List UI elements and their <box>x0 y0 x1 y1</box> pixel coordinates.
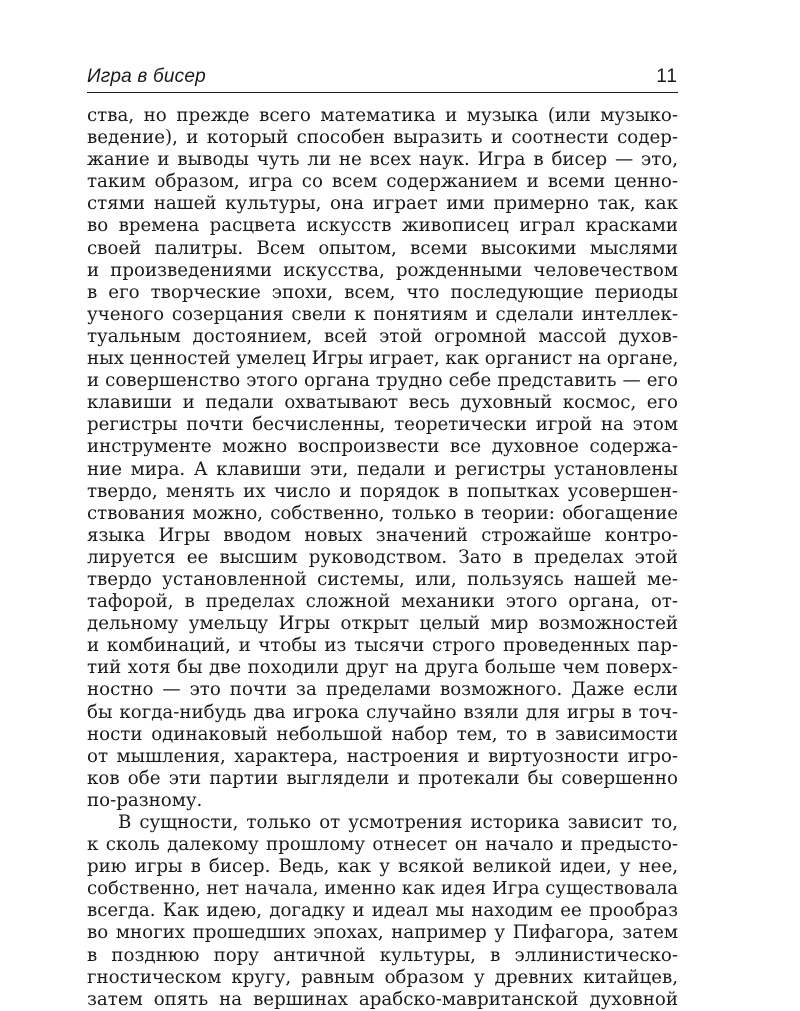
text-line: к сколь далекому прошлому отнесет он начало и предысто- <box>87 834 678 856</box>
text-line: собственно, нет начала, именно как идея Игра существовала <box>87 878 678 900</box>
text-line: и комбинаций, и чтобы из тысячи строго проведенных пар- <box>87 635 678 657</box>
text-line: рию игры в бисер. Ведь, как у всякой великой идеи, у нее, <box>87 856 678 878</box>
text-line: дельному умельцу Игры открыт целый мир возможностей <box>87 613 678 635</box>
paragraph-last-line: по-разному. <box>87 789 203 811</box>
text-line: тий хотя бы две походили друг на друга больше чем поверх- <box>87 657 678 679</box>
header-rule <box>87 92 678 93</box>
text-line: гностическом кругу, равным образом у древних китайцев, <box>87 966 678 988</box>
text-line: в его творческие эпохи, всем, что последующие периоды <box>87 281 678 303</box>
text-line: таким образом, игра со всем содержанием и всеми ценно- <box>87 171 678 193</box>
text-line: всегда. Как идею, догадку и идеал мы находим ее прообраз <box>87 900 678 922</box>
text-line: языка Игры вводом новых значений строжайше контро- <box>87 524 678 546</box>
page-number: 11 <box>656 66 678 87</box>
text-line: ности одинаковый небольшой набор тем, то в зависимости <box>87 723 678 745</box>
text-line: ученого созерцания свели к понятиям и сделали интеллек- <box>87 303 678 325</box>
text-line: бы когда-нибудь два игрока случайно взяли для игры в точ- <box>87 701 678 723</box>
text-line: клавиши и педали охватывают весь духовный космос, его <box>87 392 678 414</box>
text-line: своей палитры. Всем опытом, всеми высокими мыслями <box>87 237 678 259</box>
text-line: ных ценностей умелец Игры играет, как органист на органе, <box>87 348 678 370</box>
text-line: затем опять на вершинах арабско-мавританской духовной <box>87 988 678 1010</box>
text-line: твердо, менять их число и порядок в попытках усовершен- <box>87 480 678 502</box>
text-line: во многих прошедших эпохах, например у Пифагора, затем <box>87 922 678 944</box>
text-line: ков обе эти партии выглядели и протекали бы совершенно <box>87 767 678 789</box>
text-line: в позднюю пору античной культуры, в эллинистическо- <box>87 944 678 966</box>
text-line: туальным достоянием, всей этой огромной массой духов- <box>87 325 678 347</box>
text-line: и совершенство этого органа трудно себе представить — его <box>87 370 678 392</box>
text-line: ние мира. А клавиши эти, педали и регистры установлены <box>87 458 678 480</box>
text-line: стями нашей культуры, она играет ими примерно так, как <box>87 193 678 215</box>
text-line: от мышления, характера, настроения и виртуозности игро- <box>87 745 678 767</box>
text-line: ства, но прежде всего математика и музыка (или музыко- <box>87 105 678 126</box>
text-line: инструменте можно воспроизвести все духовное содержа- <box>87 436 678 458</box>
text-line: ностно — это почти за пределами возможного. Даже если <box>87 679 678 701</box>
running-head <box>87 65 678 91</box>
running-title: Игра в бисер <box>87 66 206 87</box>
text-line: лируется ее высшим руководством. Зато в пределах этой <box>87 546 678 568</box>
text-line: регистры почти бесчисленны, теоретически игрой на этом <box>87 414 678 436</box>
body-text <box>87 105 678 1011</box>
text-line: ствования можно, собственно, только в теории: обогащение <box>87 502 678 524</box>
text-line: ведение), и который способен выразить и соотнести содер- <box>87 127 678 149</box>
text-line: жание и выводы чуть ли не всех наук. Игра в бисер — это, <box>87 149 678 171</box>
text-line: во времена расцвета искусств живописец играл красками <box>87 215 678 237</box>
text-line: и произведениями искусства, рожденными человечеством <box>87 259 678 281</box>
text-line: твердо установленной системы, или, пользуясь нашей ме- <box>87 568 678 590</box>
paragraph-first-line: В сущности, только от усмотрения историка зависит то, <box>118 812 678 833</box>
text-line: тафорой, в пределах сложной механики этого органа, от- <box>87 591 678 613</box>
